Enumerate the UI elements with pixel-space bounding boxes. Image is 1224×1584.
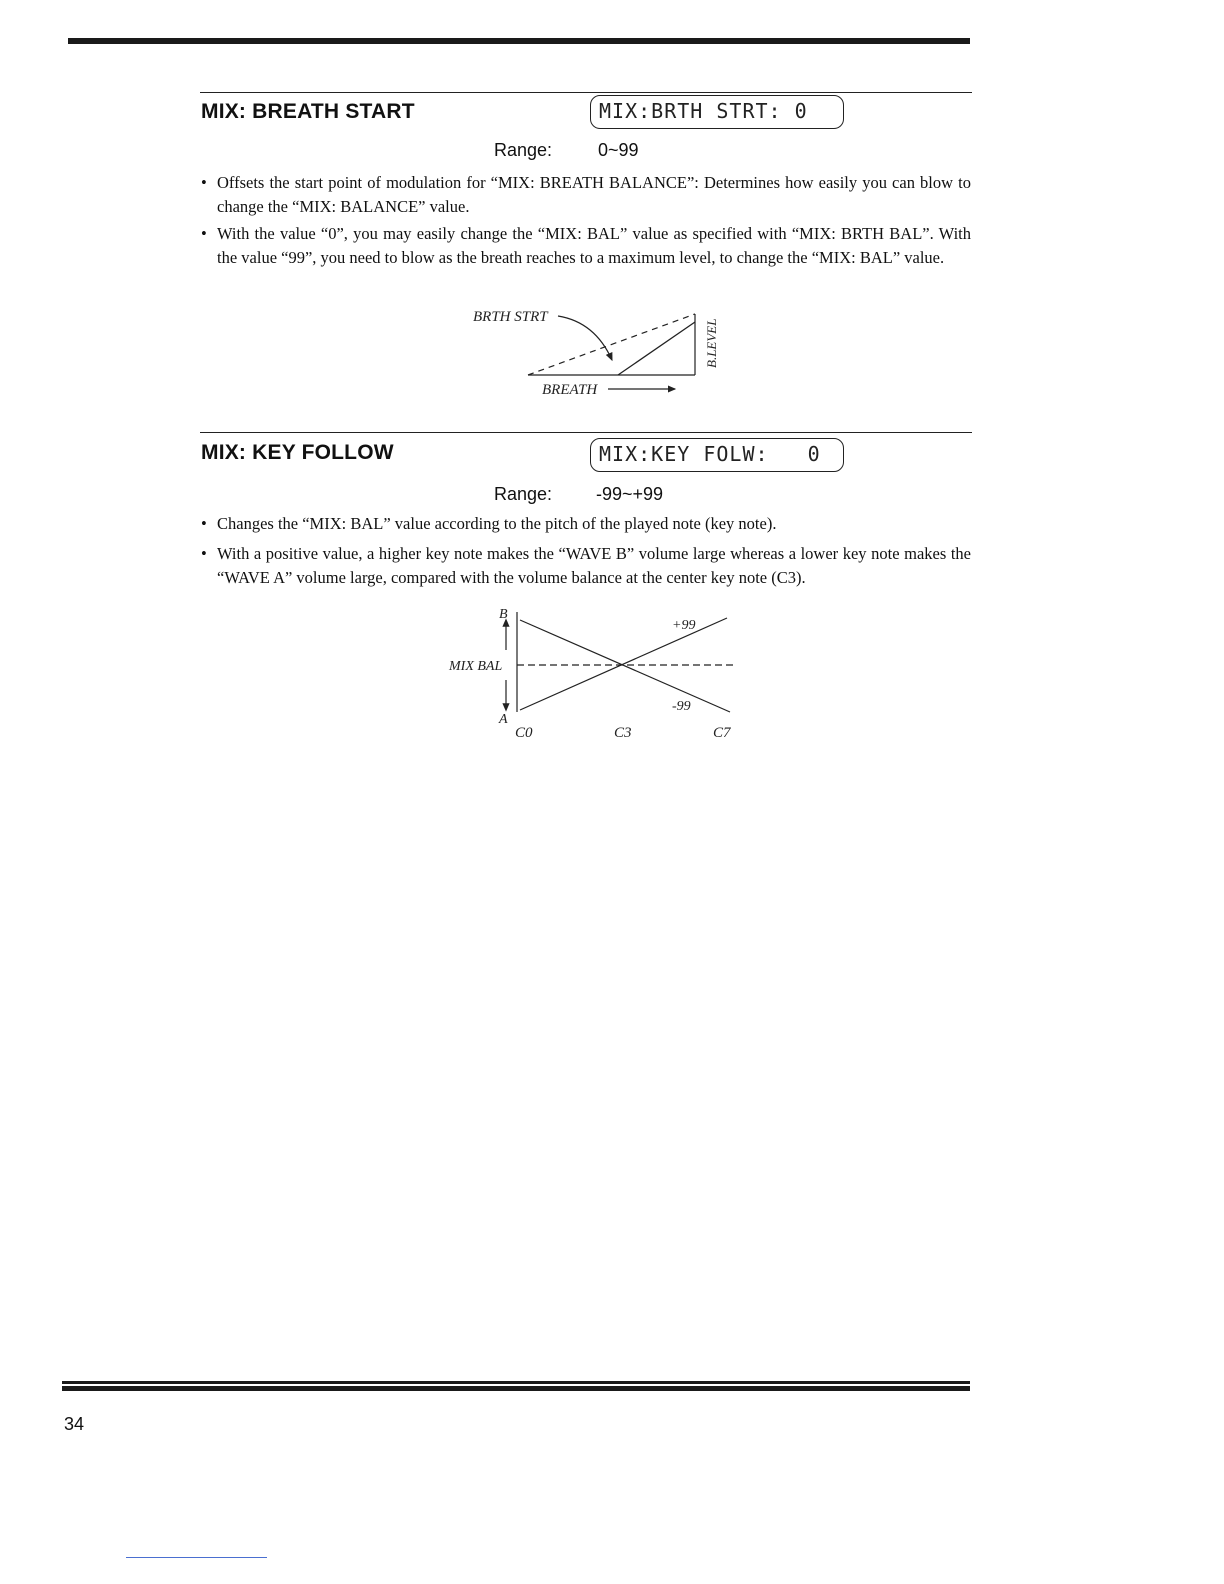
section-heading-key-follow: MIX: KEY FOLLOW bbox=[201, 441, 394, 464]
bullet-item: • With a positive value, a higher key note makes the “WAVE B” volume large whereas a lower key note makes the “WAVE A” volume large, compared with the volume balance at the center key note (C3). bbox=[201, 544, 971, 587]
bullet-item: • With the value “0”, you may easily change the “MIX: BAL” value as specified with “MIX: BRTH BAL”. With the value “99”, you need to blow as the breath reaches to a maximum level, to change the “MIX: BAL” value. bbox=[201, 224, 971, 267]
minus-99-label: -99 bbox=[672, 699, 691, 714]
start-offset-curve bbox=[618, 322, 695, 375]
bullet-icon: • bbox=[201, 544, 207, 563]
plus-99-line bbox=[520, 618, 727, 710]
x-tick-label: C7 bbox=[713, 725, 731, 741]
x-tick-label: C0 bbox=[515, 725, 533, 741]
b-label: B bbox=[499, 607, 508, 622]
range-value: -99~+99 bbox=[596, 484, 664, 504]
bullet-icon: • bbox=[201, 224, 207, 243]
x-tick-label: C3 bbox=[614, 725, 632, 741]
section-rule bbox=[200, 92, 972, 93]
key-follow-diagram bbox=[440, 602, 740, 747]
range-value: 0~99 bbox=[598, 140, 639, 160]
range-label: Range: bbox=[494, 140, 553, 160]
breath-axis-label: BREATH bbox=[542, 382, 598, 398]
section-heading-breath-start: MIX: BREATH START bbox=[201, 100, 415, 123]
page-number: 34 bbox=[64, 1414, 85, 1434]
range-label: Range: bbox=[494, 484, 553, 504]
start-0-curve bbox=[528, 314, 695, 375]
breath-start-diagram bbox=[460, 300, 740, 405]
bullet-item: • Changes the “MIX: BAL” value according to the pitch of the played note (key note). bbox=[201, 512, 971, 536]
brth-strt-pointer bbox=[558, 316, 612, 360]
bullet-item: • Offsets the start point of modulation for “MIX: BREATH BALANCE”: Determines how easily you can blow to change the “MIX: BALANCE” value. bbox=[201, 173, 971, 216]
lcd-display-key-follow: MIX:KEY FOLW: 0 bbox=[590, 438, 844, 472]
lcd-display-breath-start: MIX:BRTH STRT: 0 bbox=[590, 95, 844, 129]
brth-strt-label: BRTH STRT bbox=[473, 309, 548, 325]
footnote-rule bbox=[126, 1557, 267, 1558]
bullet-icon: • bbox=[201, 514, 207, 533]
blevel-label: B.LEVEL bbox=[704, 318, 719, 368]
bullet-icon: • bbox=[201, 173, 207, 192]
mix-bal-label: MIX BAL bbox=[449, 659, 503, 674]
section-rule bbox=[200, 432, 972, 433]
bottom-rule bbox=[62, 1381, 970, 1391]
minus-99-line bbox=[520, 620, 730, 712]
top-rule bbox=[68, 38, 970, 44]
a-label: A bbox=[499, 712, 508, 727]
plus-99-label: +99 bbox=[672, 618, 696, 633]
